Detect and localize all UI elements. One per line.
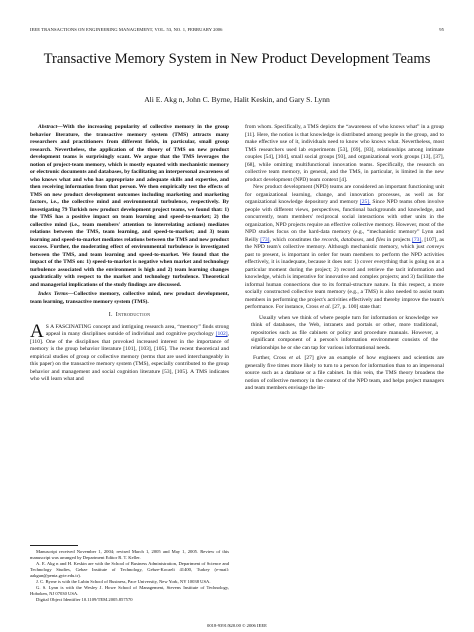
copyright-line: 0018-9391/$20.00 © 2006 IEEE [207,623,267,628]
footnote-affiliation-2: J. C. Byrne is with the Lubin School of Business, Pace University, New York, NY 10038 USA. [36,579,211,584]
reference-link[interactable]: [73] [260,236,270,243]
italic-run: et al. [319,304,331,310]
italic-run: files [375,236,386,243]
page-number: 95 [439,27,444,32]
paper-title: Transactive Memory System in New Product Development Teams [43,51,431,67]
body-paragraph: from whom. Specifically, a TMS depicts the “awareness of who knows what” in a group [11]. Here, the notion is that knowledge is distributed among people in the group, and to make effective use of it, individuals need to know who knows what. Nevertheless, most TMS researchers used lab experiments [53], [69], [83], relationships among intimate couples [54], [104], small social groups [93], and organizational work groups [13], [37], [68], while omitting multifunctional innovation teams. Specifically, the research on collective team memory, in general, and the TMS, in particular, is limited in the new product development (NPD) team context [4]. [245,124,444,183]
reference-link[interactable]: [102] [215,331,228,337]
reference-link[interactable]: [25]. [359,199,371,205]
author-line: Ali E. Akg n, John C. Byrne, Halit Keskin, and Gary S. Lynn [144,95,330,104]
footnote-rule [30,545,78,546]
index-terms-label: Index Terms— [38,291,74,297]
text-run: New product development (NPD) teams are considered an important functioning unit for organizational learning, change, and innovation processes, as well as for organizational knowledge depository and memory [245,184,444,205]
section-number: I. [108,312,113,318]
text-run: [27] give an example of how engineers and scientists are generally five times more likely to turn to a person for information than to an impersonal source such as a database or a file cabinet. In this vein, the TMS theory broadens the notion of collective memory in the context of the NPD team, and helps project managers and team members envisage the im- [245,355,445,391]
intro-text-b: , [110]. One of the disciplines that provoked increased interest in the importance of memory is the group behavior literature [101], [103], [105]. The recent theoretical and empirical studies of group or collective memory (terms that are used interchangeably in this paper) on the transactive memory system (TMS), especially contributed to the group behavior and management and social cognition literature [53], [105]. A TMS indicates who will learn what and [30,331,229,382]
section-heading [30,312,229,320]
footnote-affiliation-3: G. S. Lynn is with the Wesley J. Howe School of Management, Stevens Institute of Technology, Hoboken, NJ 07030 USA. [30,585,229,596]
text-run: , and [363,236,376,243]
abstract-text: With the increasing popularity of collective memory in the group behavior literature, the transactive memory system (TMS) attracts many researchers and practitioners from different fields, in particular, small group research. Nevertheless, the application of the theory of TMS on new product development teams is surprisingly scant. We argue that the TMS leverages the notion of project-team memory, which is mostly equated with mechanistic memory or electronic documents and databases, by facilitating an interpersonal awareness of who knows what and who has appropriate and adequate skills and expertise, and then receiving information from that person. We then empirically test the effects of TMS on new product development outcomes including marketing and marketing factors, i.e., the collective mind and environmental turbulence, respectively. By investigating 79 Turkish new product development project teams, we found that: 1) the TMS has a positive impact on team learning and speed-to-market; 2) the collective mind (i.e., team members' attention to interrelating actions) mediates relations between the TMS, team learning, and speed-to-market; and 3) team learning and speed-to-market mediates relations between the TMS and new product success. Further, the moderating effect of environmental turbulence is investigated between the TMS, and team learning and speed-to-market. We found that the impact of the TMS on: 1) speed-to-market is negative when market and technology turbulence associated with the environment is high and 2) team learning changes quadratically with respect to the market and technology turbulence. Theoretical and managerial implications of the study findings are discussed. [30,124,229,288]
italic-run: et al. [288,355,302,361]
journal-line: IEEE TRANSACTIONS ON ENGINEERING MANAGEMENT, VOL. 53, NO. 1, FEBRUARY 2006 [30,27,223,32]
body-paragraph-cross [245,355,444,393]
intro-paragraph [30,320,229,384]
footnote-received: Manuscript received November 1, 2004; revised March 1, 2005 and May 1, 2005. Review of this manuscript was arranged by Department Editor R. T. Keller. [30,549,229,560]
text-run: Since NPD teams often involve people with different views, perspectives, functional backgrounds and knowledge, and concurrently, team members' reciprocal social interactions with other units in the organization, NPD projects require an effective collective memory. However, most of the NPD studies focus on the hard-data memory (e.g., “mechanistic memory” Lynn and Reilly [245,199,444,243]
text-run: , [107], as the NPD team's collective memory. Although mechanistic memory, which just [245,236,445,250]
intro-text-a: concept and intriguing research area, “memory” finds strong appeal in many disciplines outside of individual and cognitive psychology [45,323,229,337]
footnote-affiliation-1: A. E. Akg n and H. Keskin are with the School of Business Administration, Department of Science and Technology Studies, Gebze Institute of Technology, Gebze-Kocaeli 41400, Turkey (e-mail: aakgun@penta.gyte.edu.tr). [30,561,229,578]
footnotes [30,545,229,603]
abstract-label: Abstract— [38,124,63,130]
body-paragraph-npd [245,184,444,312]
drop-cap: A [30,320,44,342]
index-terms [30,291,229,306]
left-column [30,124,229,384]
right-column [245,124,444,393]
reference-link[interactable]: [73] [412,236,422,243]
text-run: [27, p. 100] state that: [330,304,382,310]
index-terms-text: Collective memory, collective mind, new product development, team learning, transactive memory system (TMS). [30,291,229,305]
intro-lead-words: S A FASCINATING [45,323,92,330]
text-run: , which constitutes the [269,236,322,243]
text-run: Further, Cross [253,355,289,361]
footnote-doi: Digital Object Identifier 10.1109/TEM.2005.857570 [36,597,133,602]
text-run: past to present, is important in order for team members to perform the NPD activities effectively, it is inadequate, because it does not: 1) cover everything that is going on at a particular moment during the project; 2) record and retrieve the tacit information and knowledge, which is imperative for innovative and complex projects; and 3) facilitate the informal human connections due to its formal-structure nature. In this respect, a more socially constructed collective team memory (e.g., a TMS) is also needed to assist team members in performing the project's activities effectively and thereby improve the team's performance. For instance, Cross [245,251,444,310]
running-header [30,27,444,32]
section-title: Introduction [115,312,151,318]
block-quote: Usually when we think of where people turn for information or knowledge we think of databases, the Web, intranets and portals or other, more traditional, repositories such as file cabinets or policy and procedure manuals. However, a significant component of a person's information environment consists of the relationships he or she can tap for various informational needs. [251,314,438,351]
italic-run: records, databases [321,236,364,243]
italic-run: conveys [426,244,444,250]
abstract [30,124,229,289]
text-run: in projects [385,236,413,243]
